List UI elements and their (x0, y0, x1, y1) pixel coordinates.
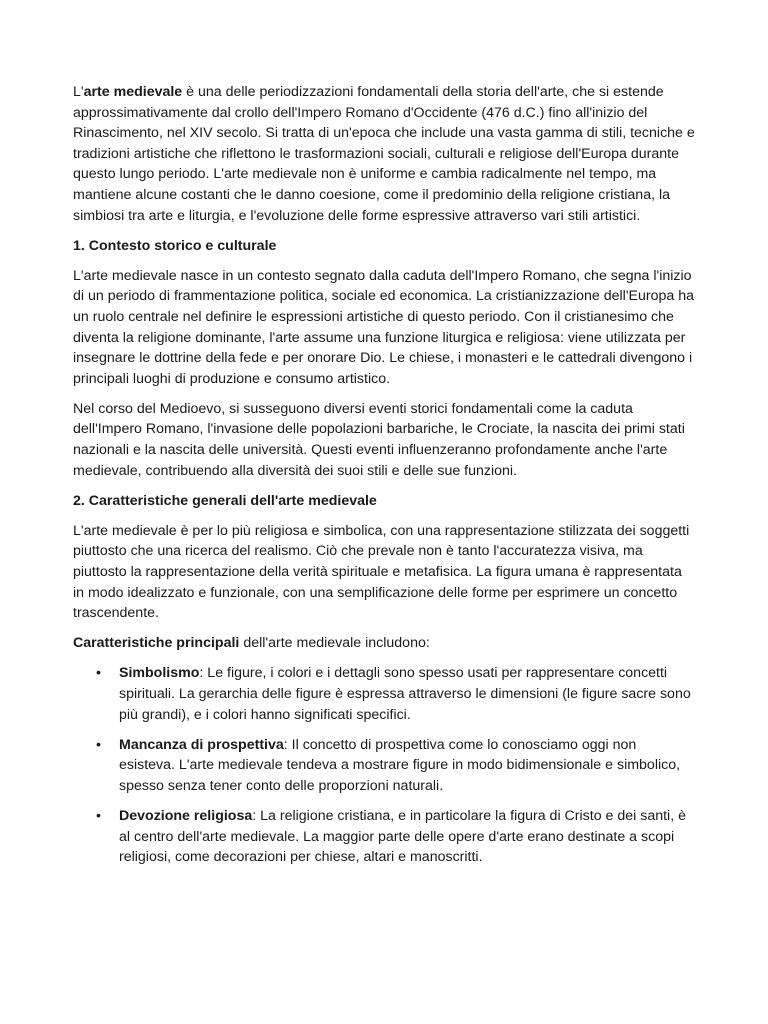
characteristics-list (73, 663, 695, 867)
list-item-text: : Il concetto di prospettiva come lo conosciamo oggi non esisteva. L'arte medievale tendeva a mostrare figure in modo bidimensionale e simbolico, spesso senza tener conto delle proporzioni naturali. (119, 736, 681, 794)
list-intro (73, 633, 695, 654)
list-item-term: Simbolismo (119, 665, 200, 682)
list-item (73, 663, 695, 725)
intro-prefix: L' (73, 84, 84, 100)
bullet-icon: • (96, 736, 101, 753)
intro-paragraph (73, 82, 695, 226)
list-intro-bold: Caratteristiche principali (73, 635, 240, 652)
section2-heading: 2. Caratteristiche generali dell'arte medievale (73, 492, 377, 509)
intro-text: è una delle periodizzazioni fondamentali della storia dell'arte, che si estende approssimativamente dal crollo dell'Impero Romano d'Occidente (476 d.C.) fino all'inizio del Rinascimento, nel XIV secolo. Si tratta di un'epoca che include una vasta gamma di stili, tecniche e tradizioni artistiche che riflettono le trasformazioni sociali, culturali e religiose dell'Europa durante questo lungo periodo. L'arte medievale non è uniforme e cambia radicalmente nel tempo, ma mantiene alcune costanti che le danno coesione, come il predominio della religione cristiana, la simbiosi tra arte e liturgia, e l'evoluzione delle forme espressive attraverso vari stili artistici. (73, 84, 695, 224)
list-item-text: : Le figure, i colori e i dettagli sono spesso usati per rappresentare concetti spirituali. La gerarchia delle figure è espressa attraverso le dimensioni (le figure sacre sono più grandi), e i colori hanno significati specifici. (119, 665, 691, 723)
list-intro-rest: dell'arte medievale includono: (239, 635, 430, 652)
section1-paragraph-2: Nel corso del Medioevo, si susseguono diversi eventi storici fondamentali come la caduta dell'Impero Romano, l'invasione delle popolazioni barbariche, le Crociate, la nascita dei primi stati nazionali e la nascita delle università. Questi eventi influenzeranno profondamente anche l'arte medievale, contribuendo alla diversità dei suoi stili e delle sue funzioni. (73, 400, 685, 479)
list-item-term: Devozione religiosa (119, 807, 253, 824)
list-item-term: Mancanza di prospettiva (119, 736, 284, 753)
list-item (73, 735, 695, 797)
section1-heading: 1. Contesto storico e culturale (73, 237, 277, 254)
bullet-icon: • (96, 665, 101, 682)
list-item (73, 806, 695, 868)
list-item-text: : La religione cristiana, e in particolare la figura di Cristo e dei santi, è al centro dell'arte medievale. La maggior parte delle opere d'arte erano destinate a scopi religiosi, come decorazioni per chiese, altari e manoscritti. (119, 807, 686, 866)
section1-paragraph-1: L'arte medievale nasce in un contesto segnato dalla caduta dell'Impero Romano, che segna l'inizio di un periodo di frammentazione politica, sociale ed economica. La cristianizzazione dell'Europa ha un ruolo centrale nel definire le espressioni artistiche di questo periodo. Con il cristianesimo che diventa la religione dominante, l'arte assume una funzione liturgica e religiosa: viene utilizzata per insegnare le dottrine della fede e per onorare Dio. Le chiese, i monasteri e le cattedrali divengono i principali luoghi di produzione e consumo artistico. (73, 267, 695, 387)
bullet-icon: • (96, 807, 101, 824)
document-page (73, 82, 695, 877)
section2-paragraph-1: L'arte medievale è per lo più religiosa e simbolica, con una rappresentazione stilizzata dei soggetti piuttosto che una ricerca del realismo. Ciò che prevale non è tanto l'accuratezza visiva, ma piuttosto la rappresentazione della verità spirituale e metafisica. La figura umana è rappresentata in modo idealizzato e funzionale, con una semplificazione delle forme per esprimere un concetto trascendente. (73, 522, 690, 622)
intro-term: arte medievale (83, 84, 183, 100)
